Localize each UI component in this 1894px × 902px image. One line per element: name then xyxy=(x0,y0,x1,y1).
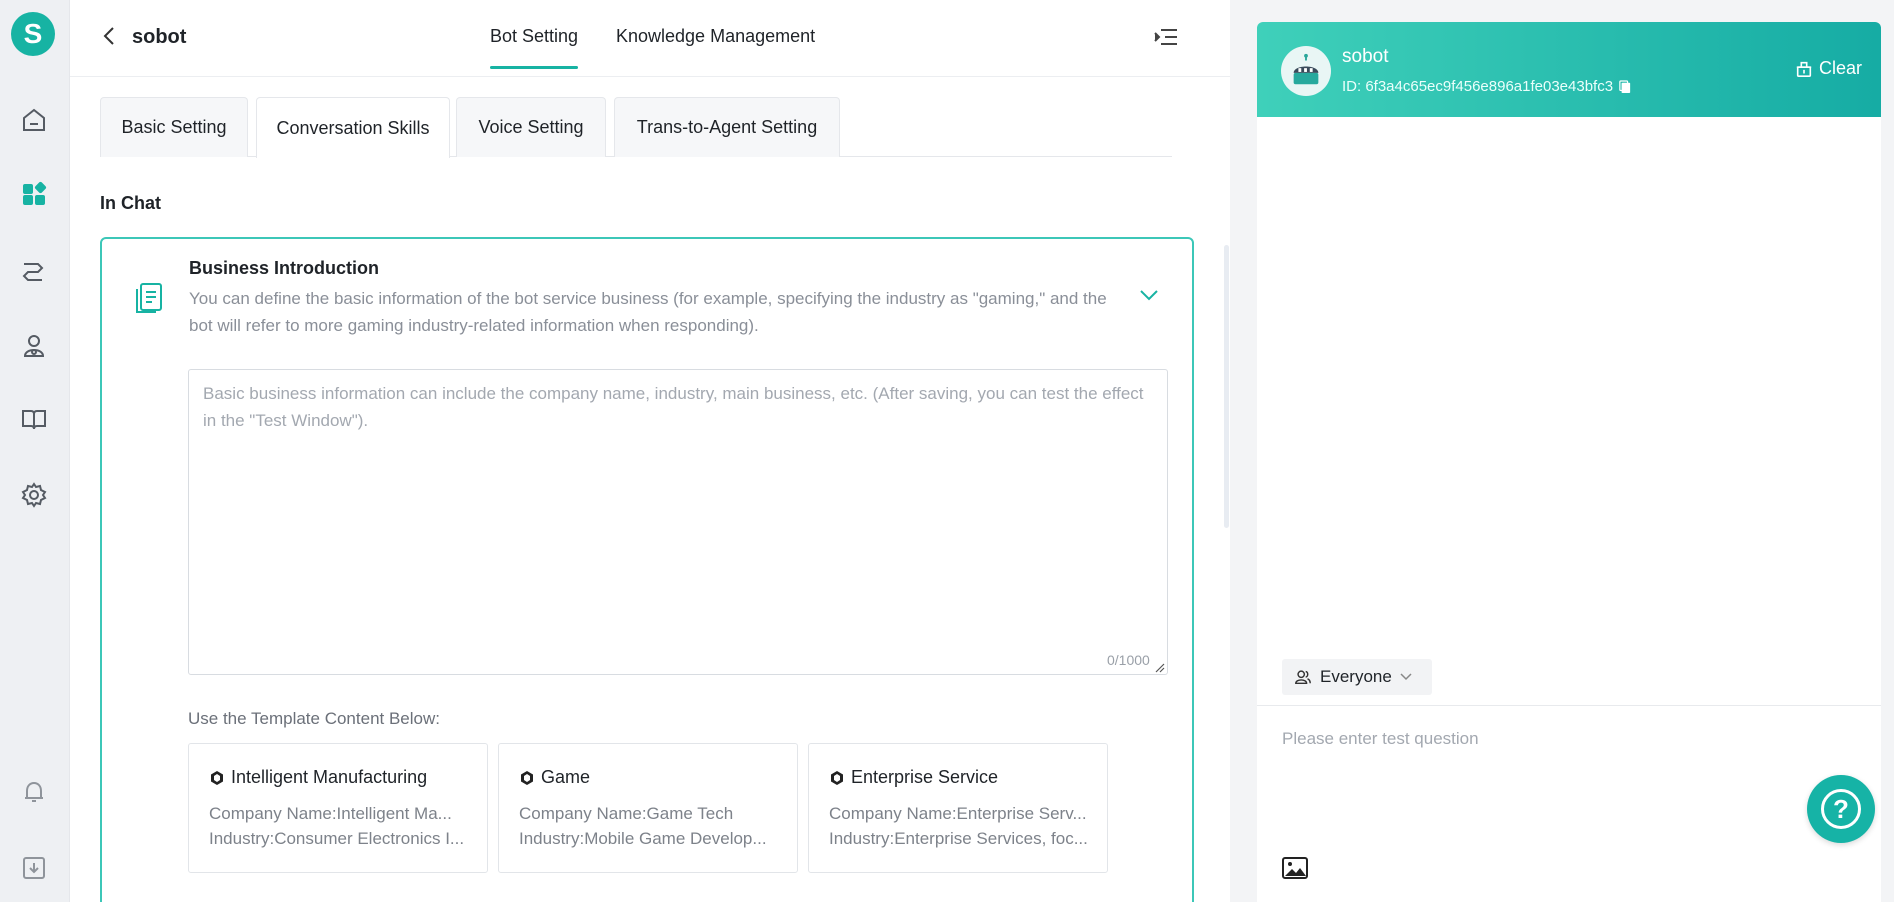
page-title: sobot xyxy=(132,26,187,48)
clear-icon xyxy=(1795,60,1813,78)
hexagon-icon xyxy=(209,770,225,786)
image-upload-icon[interactable] xyxy=(1282,857,1308,879)
card-title: Business Introduction xyxy=(189,258,380,278)
tab-knowledge-management[interactable]: Knowledge Management xyxy=(616,26,816,46)
char-counter: 0/1000 xyxy=(1107,652,1150,668)
card-description: You can define the basic information of the bot service business (for example, specifying the industry as "gaming," and the bot will refer to more gaming industry-related information when responding). xyxy=(189,289,1107,335)
gear-icon[interactable] xyxy=(17,478,51,512)
test-window-panel xyxy=(1232,0,1894,902)
app-logo[interactable] xyxy=(11,12,55,56)
audience-label: Everyone xyxy=(1320,667,1392,686)
divider xyxy=(1257,705,1881,706)
back-arrow-icon[interactable] xyxy=(98,24,122,48)
template-title: Enterprise Service xyxy=(851,767,999,787)
subtab-basic-setting[interactable]: Basic Setting xyxy=(100,97,248,157)
clear-button[interactable] xyxy=(1795,58,1862,79)
bot-avatar xyxy=(1281,46,1331,96)
main-panel xyxy=(70,0,1230,902)
test-question-input[interactable] xyxy=(1282,724,1842,754)
copy-icon[interactable] xyxy=(1619,80,1631,94)
hexagon-icon xyxy=(519,770,535,786)
book-icon[interactable] xyxy=(17,402,51,436)
document-icon xyxy=(134,281,164,315)
collapse-menu-icon[interactable] xyxy=(1153,25,1179,49)
template-card-enterprise-service[interactable] xyxy=(808,743,1108,873)
users-icon xyxy=(1294,668,1312,686)
template-line: Company Name:Enterprise Serv... xyxy=(829,804,1087,823)
agent-icon[interactable] xyxy=(17,329,51,363)
template-title: Game xyxy=(541,767,591,787)
section-title: In Chat xyxy=(100,193,161,213)
template-title: Intelligent Manufacturing xyxy=(231,767,428,787)
subtab-conversation-skills[interactable]: Conversation Skills xyxy=(256,97,450,158)
chat-header xyxy=(1257,22,1881,117)
left-nav-rail xyxy=(0,0,70,902)
tab-bot-setting[interactable]: Bot Setting xyxy=(490,26,579,46)
logo-letter: S xyxy=(23,18,43,49)
download-icon[interactable] xyxy=(17,851,51,885)
scrollbar[interactable] xyxy=(1224,245,1229,528)
chevron-down-icon xyxy=(1400,673,1412,681)
top-bar xyxy=(70,0,1230,77)
bot-name: sobot xyxy=(1342,46,1389,67)
flow-icon[interactable] xyxy=(17,254,51,288)
audience-select[interactable] xyxy=(1282,659,1432,695)
settings-subtabs xyxy=(100,97,1172,157)
template-card-intelligent-manufacturing[interactable] xyxy=(188,743,488,873)
template-line: Company Name:Intelligent Ma... xyxy=(209,804,452,823)
test-chat-window xyxy=(1257,22,1881,902)
template-line: Company Name:Game Tech xyxy=(519,804,734,823)
template-line: Industry:Consumer Electronics I... xyxy=(209,829,465,848)
robot-icon xyxy=(1287,52,1325,90)
clear-label: Clear xyxy=(1819,58,1863,78)
business-introduction-card xyxy=(100,237,1194,902)
subtab-trans-to-agent-setting[interactable]: Trans-to-Agent Setting xyxy=(614,97,840,157)
template-card-game[interactable] xyxy=(498,743,798,873)
help-icon: ? xyxy=(1821,789,1861,829)
business-info-textarea[interactable] xyxy=(188,369,1168,675)
template-line: Industry:Enterprise Services, foc... xyxy=(829,829,1088,848)
chevron-down-icon[interactable] xyxy=(1138,287,1160,303)
bell-icon[interactable] xyxy=(17,775,51,809)
bot-id-row xyxy=(1342,78,1631,95)
template-label: Use the Template Content Below: xyxy=(188,709,440,728)
help-button[interactable] xyxy=(1807,775,1875,843)
template-line: Industry:Mobile Game Develop... xyxy=(519,829,767,848)
bot-id: ID: 6f3a4c65ec9f456e896a1fe03e43bfc3 xyxy=(1342,78,1614,95)
apps-icon[interactable] xyxy=(17,178,51,212)
resize-handle-icon[interactable] xyxy=(1155,663,1165,673)
home-icon[interactable] xyxy=(17,103,51,137)
hexagon-icon xyxy=(829,770,845,786)
subtab-voice-setting[interactable]: Voice Setting xyxy=(456,97,606,157)
